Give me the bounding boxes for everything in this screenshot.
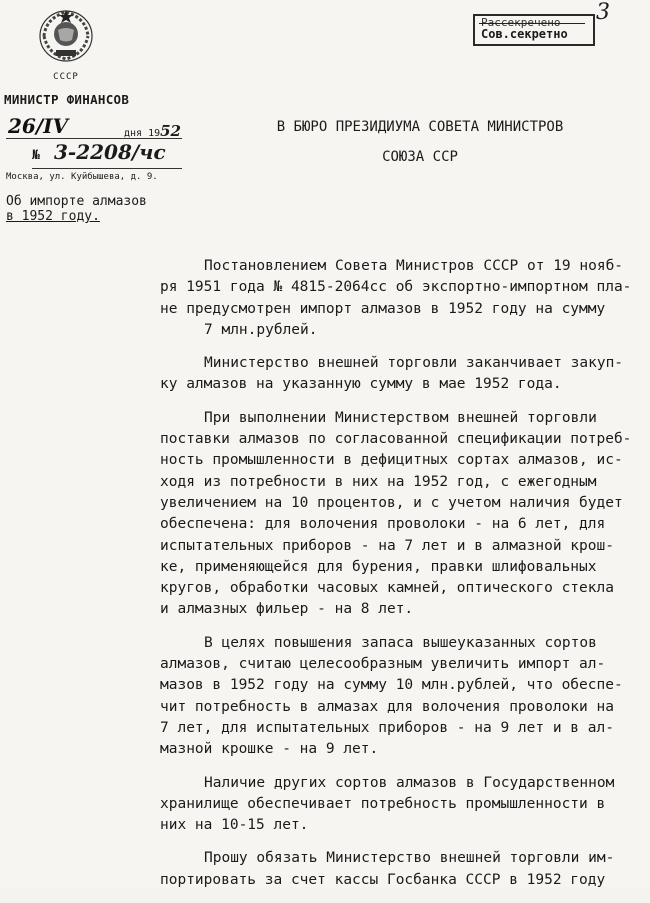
date-line <box>6 116 182 139</box>
subject-line-1: Об импорте алмазов <box>6 194 147 209</box>
addressee-line-1: В БЮРО ПРЕЗИДИУМА СОВЕТА МИНИСТРОВ <box>276 119 564 135</box>
text-line: хранилище обеспечивает потребность промышленности в <box>160 795 606 812</box>
subject-block <box>6 194 147 224</box>
paragraph-2 <box>160 353 635 396</box>
ministry-address: Москва, ул. Куйбышева, д. 9. <box>6 172 158 182</box>
handwritten-date: 26/IV <box>8 114 69 138</box>
document-number-line <box>32 140 182 169</box>
text-line: 7 млн.рублей. <box>204 321 318 338</box>
number-prefix: № <box>32 148 40 163</box>
paragraph-4 <box>160 633 635 761</box>
text-line: ке, применяющейся для бурения, правки шлифовальных <box>160 558 597 575</box>
text-line: В целях повышения запаса вышеуказанных сортов <box>204 634 597 651</box>
text-line: Наличие других сортов алмазов в Государственном <box>204 774 615 791</box>
date-suffix-printed: дня 19 <box>124 128 161 139</box>
text-line: ходя из потребности в них на 1952 год, с ежегодным <box>160 473 597 490</box>
ussr-emblem-icon <box>36 6 96 64</box>
text-line: Постановлением Совета Министров СССР от 19 нояб- <box>204 258 624 274</box>
page-number: 3 <box>596 0 610 25</box>
text-line: них на 10-15 лет. <box>160 817 309 834</box>
text-line: При выполнении Министерством внешней торговли <box>204 409 597 426</box>
text-line: увеличением на 10 процентов, и с учетом наличия будет <box>160 494 623 511</box>
country-abbreviation: СССР <box>53 72 79 82</box>
letter-body <box>160 256 635 903</box>
stamp-declassified-text: Рассекречено <box>481 16 561 29</box>
text-line: обеспечена: для волочения проволоки - на 6 лет, для <box>160 516 606 533</box>
text-line: мазов в 1952 году на сумму 10 млн.рублей, что обеспе- <box>160 677 623 694</box>
text-line: поставки алмазов по согласованной спецификации потреб- <box>160 431 632 448</box>
text-line: и алмазных фильер - на 8 лет. <box>160 601 414 618</box>
text-line: Прошу обязать Министерство внешней торговли им- <box>204 850 615 867</box>
addressee-line-2: СОЮЗА ССР <box>382 149 458 165</box>
classification-stamp <box>473 14 595 46</box>
text-line: мазной крошке - на 9 лет. <box>160 741 379 758</box>
text-line: чит потребность в алмазах для волочения проволоки на <box>160 698 614 715</box>
paragraph-3 <box>160 408 635 621</box>
paragraph-6 <box>160 848 635 891</box>
text-line: Министерство внешней торговли заканчивает закуп- <box>204 355 624 372</box>
handwritten-year: 52 <box>160 122 181 140</box>
text-line: кругов, обработки часовых камней, оптического стекла <box>160 580 614 597</box>
stamp-strikethrough <box>479 23 585 24</box>
date-suffix <box>124 122 181 140</box>
text-line: ность промышленности в дефицитных сортах алмазов, ис- <box>160 452 623 469</box>
handwritten-document-number: 3-2208/чс <box>54 140 166 164</box>
paragraph-1 <box>160 256 635 341</box>
text-line: испытательных приборов - на 7 лет и в алмазной крош- <box>160 537 614 554</box>
text-line: портировать за счет кассы Госбанка СССР в 1952 году <box>160 871 606 888</box>
text-line: не предусмотрен импорт алмазов в 1952 году на сумму <box>160 300 606 317</box>
text-line: алмазов, считаю целесообразным увеличить импорт ал- <box>160 656 606 673</box>
text-line: ку алмазов на указанную сумму в мае 1952 года. <box>160 376 562 393</box>
addressee-block <box>260 112 580 172</box>
text-line: 7 лет, для испытательных приборов - на 9 лет и в ал- <box>160 719 614 736</box>
paragraph-5 <box>160 773 635 837</box>
text-line: ря 1951 года № 4815-2064сс об экспортно-импортном пла- <box>160 279 632 296</box>
subject-line-2: в 1952 году. <box>6 209 100 224</box>
stamp-secret-text: Сов.секретно <box>481 27 568 41</box>
ministry-title: МИНИСТР ФИНАНСОВ <box>4 92 130 107</box>
